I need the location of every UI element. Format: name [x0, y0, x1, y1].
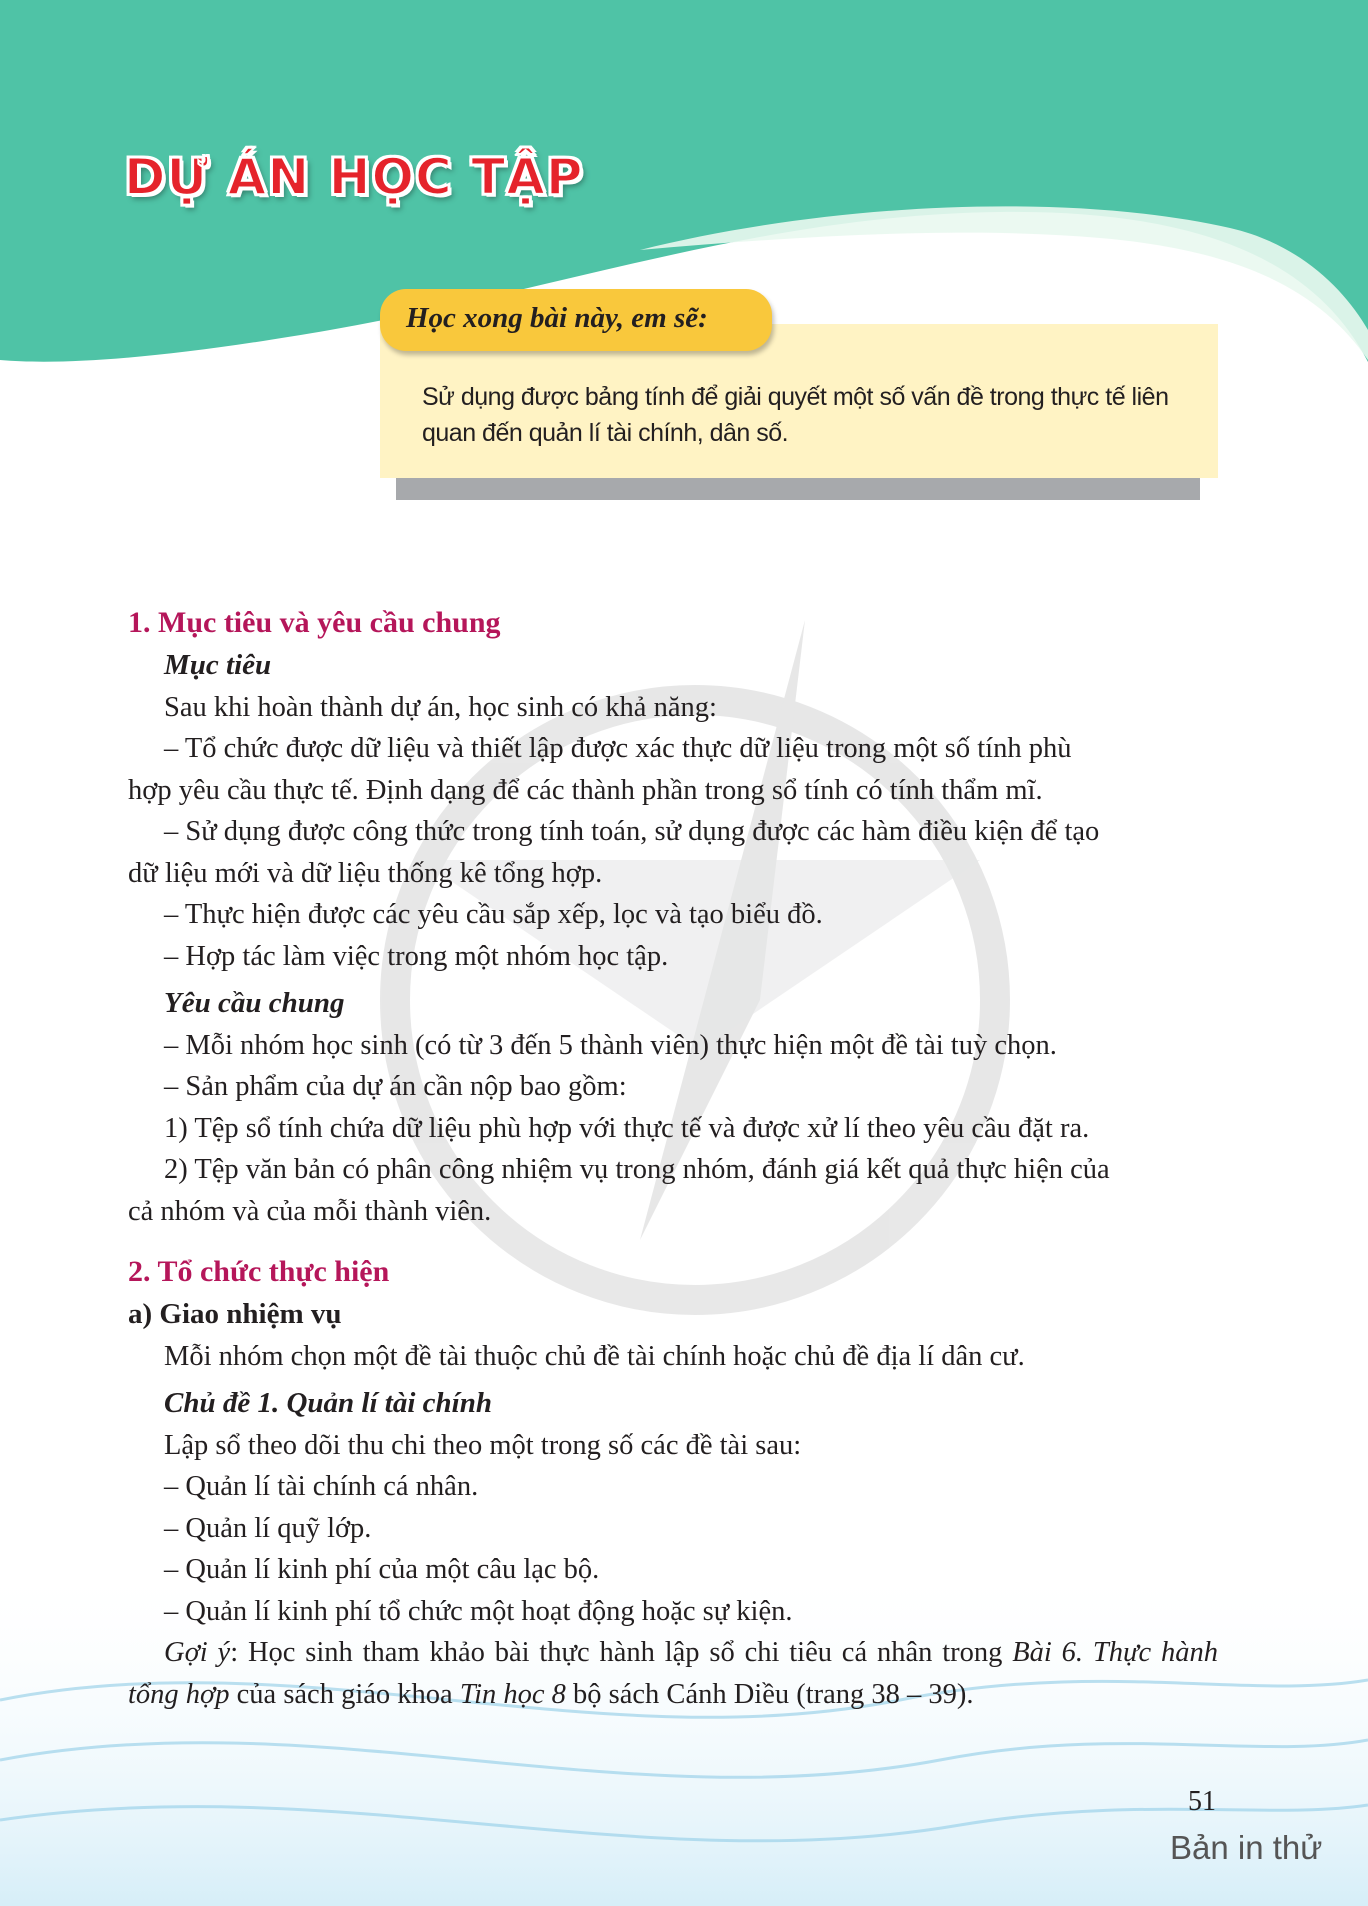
section-2-heading: 2. Tổ chức thực hiện	[128, 1255, 390, 1288]
page-title: DỰ ÁN HỌC TẬP	[124, 148, 584, 206]
topic-item: – Quản lí tài chính cá nhân.	[164, 1471, 479, 1502]
objectives-intro: Sau khi hoàn thành dự án, học sinh có khả năng:	[164, 691, 717, 723]
learning-goal-label: Học xong bài này, em sẽ:	[406, 302, 708, 334]
topic-1-intro: Lập sổ theo dõi thu chi theo một trong số các đề tài sau:	[164, 1429, 802, 1461]
requirement-item: 2) Tệp văn bản có phân công nhiệm vụ trong nhóm, đánh giá kết quả thực hiện của	[164, 1154, 1110, 1185]
main-content	[128, 601, 1218, 1715]
part-a-intro: Mỗi nhóm chọn một đề tài thuộc chủ đề tài chính hoặc chủ đề địa lí dân cư.	[164, 1340, 1025, 1372]
topic-1-heading: Chủ đề 1. Quản lí tài chính	[164, 1387, 492, 1419]
hint-reference-lesson: Bài 6. Thực hành tổng hợp	[128, 1637, 1218, 1710]
learning-goal-tab	[380, 289, 772, 351]
page-number: 51	[1188, 1786, 1216, 1817]
topic-item: – Quản lí quỹ lớp.	[164, 1512, 372, 1544]
objective-item: – Tổ chức được dữ liệu và thiết lập được xác thực dữ liệu trong một số tính phù	[164, 733, 1072, 764]
objective-item: – Thực hiện được các yêu cầu sắp xếp, lọc và tạo biểu đồ.	[164, 899, 823, 930]
hint-text: : Học sinh tham khảo bài thực hành lập sổ chi tiêu cá nhân trong	[230, 1637, 1013, 1668]
hint-text: bộ sách Cánh Diều (trang 38 – 39).	[565, 1678, 974, 1710]
hint-paragraph	[128, 1632, 1218, 1715]
requirement-item: 1) Tệp sổ tính chứa dữ liệu phù hợp với thực tế và được xử lí theo yêu cầu đặt ra.	[164, 1112, 1090, 1144]
goal-line: quan đến quản lí tài chính, dân số.	[422, 419, 789, 447]
learning-goal-text	[422, 379, 1182, 451]
objective-item: – Hợp tác làm việc trong một nhóm học tập.	[164, 940, 669, 972]
topic-item: – Quản lí kinh phí của một câu lạc bộ.	[164, 1554, 600, 1585]
hint-label: Gợi ý	[164, 1637, 231, 1668]
requirement-item: – Sản phẩm của dự án cần nộp bao gồm:	[164, 1071, 627, 1102]
hint-text: của sách giáo khoa	[229, 1678, 460, 1710]
part-a-heading: a) Giao nhiệm vụ	[128, 1298, 342, 1330]
objective-item-continued: hợp yêu cầu thực tế. Định dạng để các thành phần trong sổ tính có tính thẩm mĩ.	[128, 774, 1043, 806]
draft-print-note: Bản in thử	[1170, 1829, 1323, 1866]
objective-item-continued: dữ liệu mới và dữ liệu thống kê tổng hợp.	[128, 857, 603, 889]
section-1-heading: 1. Mục tiêu và yêu cầu chung	[128, 606, 501, 639]
objective-item: – Sử dụng được công thức trong tính toán, sử dụng được các hàm điều kiện để tạo	[164, 816, 1100, 847]
topic-item: – Quản lí kinh phí tổ chức một hoạt động hoặc sự kiện.	[164, 1595, 793, 1627]
requirements-heading: Yêu cầu chung	[164, 987, 345, 1019]
requirement-item: – Mỗi nhóm học sinh (có từ 3 đến 5 thành viên) thực hiện một đề tài tuỳ chọn.	[164, 1029, 1057, 1061]
goal-line: Sử dụng được bảng tính để giải quyết một số vấn đề trong thực tế liên	[422, 383, 1169, 411]
objectives-heading: Mục tiêu	[164, 649, 272, 681]
requirement-item-continued: cả nhóm và của mỗi thành viên.	[128, 1195, 492, 1227]
hint-reference-book: Tin học 8	[459, 1678, 566, 1710]
